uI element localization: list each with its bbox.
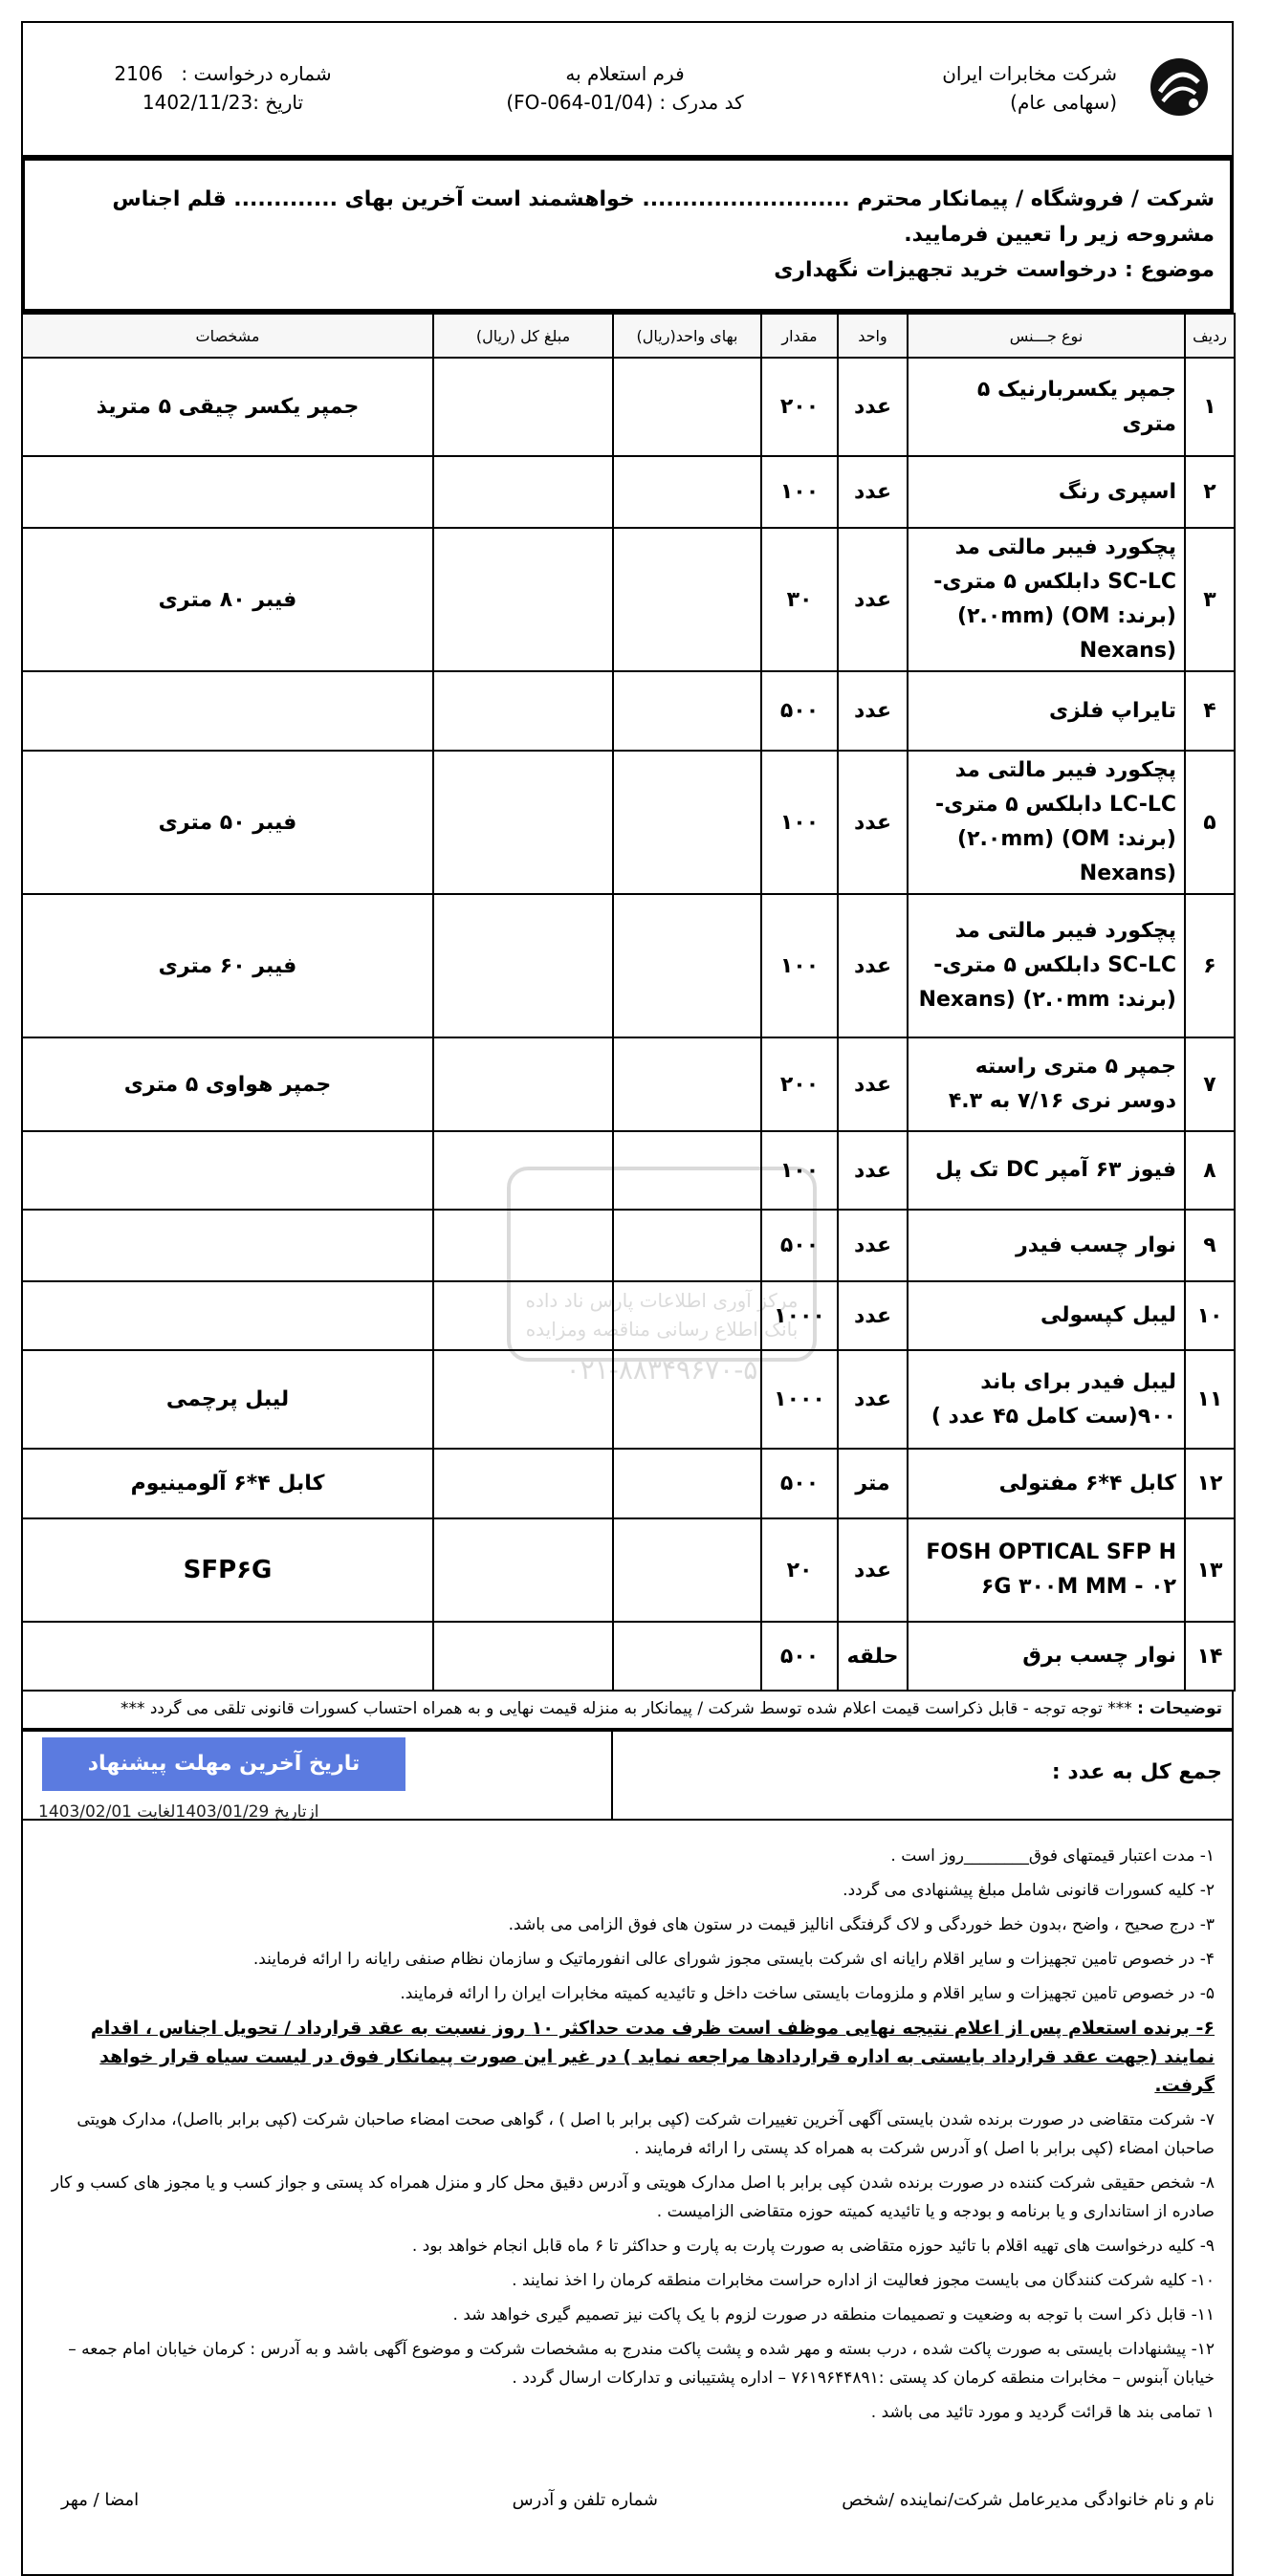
unit-price-cell[interactable] (613, 1037, 761, 1131)
term-item: ۱۱- قابل ذکر است با توجه به وضعیت و تصمیمات منطقه در صورت لزوم با یک پاکت نیز تصمیم گیری خواهد شد . (452, 2305, 1215, 2325)
company-name: شرکت مخابرات ایران (942, 62, 1117, 85)
item-unit: عدد (838, 1350, 908, 1449)
form-title-block (423, 23, 827, 155)
item-name: فیوز ۶۳ آمپر DC تک پل (908, 1131, 1185, 1210)
item-spec: فیبر ۸۰ متری (22, 528, 433, 671)
total-divider (611, 1732, 613, 1819)
table-row (22, 1518, 1235, 1622)
row-number: ۱۳ (1185, 1518, 1235, 1622)
table-row (22, 1210, 1235, 1281)
header-row-number: ردیف (1185, 314, 1235, 358)
term-item: ۵- در خصوص تامین تجهیزات و سایر اقلام و ملزومات بایستی ساخت داخل و تائیدیه کمیته مخابرات ایران را ارائه فرمایند. (400, 1984, 1215, 2003)
table-row (22, 671, 1235, 751)
row-number: ۴ (1185, 671, 1235, 751)
signatory-name-label: نام و نام خانوادگی مدیرعامل شرکت/نماینده /شخص (842, 2490, 1215, 2510)
terms-section (21, 1821, 1234, 2576)
row-number: ۳ (1185, 528, 1235, 671)
item-name: تایراپ فلزی (908, 671, 1185, 751)
unit-price-cell[interactable] (613, 1449, 761, 1518)
term-item: ۲- کلیه کسورات قانونی شامل مبلغ پیشنهادی می گردد. (843, 1881, 1215, 1900)
item-quantity: ۲۰۰ (761, 1037, 838, 1131)
term-item: ۹- کلیه درخواست های تهیه اقلام با تائید حوزه متقاضی به صورت پارت به پارت و حداکثر تا ۶ ماه قابل انجام خواهد بود . (411, 2237, 1215, 2256)
notes-row (21, 1690, 1234, 1730)
unit-price-cell[interactable] (613, 1518, 761, 1622)
table-row (22, 1449, 1235, 1518)
item-unit: عدد (838, 358, 908, 456)
item-spec (22, 1210, 433, 1281)
unit-price-cell[interactable] (613, 1622, 761, 1691)
table-row (22, 1037, 1235, 1131)
term-item: ۷- شرکت متقاضی در صورت برنده شدن بایستی آگهی آخرین تغییرات شرکت (کپی برابر با اصل ) ، گواهی صحت امضاء صاحبان شرکت (کپی برابر بااصل)، مدارک هویتی صاحبان امضاء (کپی برابر با اصل )و آدرس شرکت به همراه کد پستی را ارائه فرمایند . (77, 2110, 1215, 2158)
item-unit: عدد (838, 894, 908, 1037)
watermark-line1: مرکز آوری اطلاعات پارس ناد داده (525, 1289, 799, 1312)
deadline-button[interactable]: تاریخ آخرین مهلت پیشنهاد (42, 1737, 405, 1791)
total-price-cell[interactable] (433, 1518, 613, 1622)
header-quantity: مقدار (761, 314, 838, 358)
unit-price-cell[interactable] (613, 456, 761, 528)
item-spec: کابل ۴*۶ آلومینیوم (22, 1449, 433, 1518)
item-quantity: ۱۰۰ (761, 751, 838, 894)
item-quantity: ۲۰۰ (761, 358, 838, 456)
table-row (22, 1350, 1235, 1449)
subject-text: موضوع : درخواست خرید تجهیزات نگهداری (774, 258, 1215, 282)
total-price-cell[interactable] (433, 358, 613, 456)
total-price-cell[interactable] (433, 1210, 613, 1281)
table-row (22, 1281, 1235, 1350)
term-item: ۴- در خصوص تامین تجهیزات و سایر اقلام رایانه ای شرکت بایستی مجوز شورای عالی انفورماتیک و سازمان نظام صنفی رایانه را ارائه فرمایند. (252, 1950, 1215, 1969)
item-name: جمپر یکسربارنیک ۵ متری (908, 358, 1185, 456)
table-row (22, 528, 1235, 671)
item-unit: عدد (838, 1518, 908, 1622)
item-quantity: ۲۰ (761, 1518, 838, 1622)
item-name: پچکورد فیبر مالتی مد SC-LC دابلکس ۵ متری-(برند: ۲.۰mm) (Nexans (908, 894, 1185, 1037)
term-item: ۱ تمامی بند ها قرائت گردید و مورد تائید می باشد . (870, 2403, 1215, 2422)
item-spec: فیبر ۶۰ متری (22, 894, 433, 1037)
row-number: ۵ (1185, 751, 1235, 894)
form-header (21, 21, 1234, 157)
item-unit: متر (838, 1449, 908, 1518)
item-quantity: ۱۰۰ (761, 456, 838, 528)
table-header-row (22, 314, 1235, 358)
intro-text: شرکت / فروشگاه / پیمانکار محترم .......................... خواهشمند است آخرین بهای ............. قلم اجناس مشروحه زیر را تعیین فرمایید. (112, 187, 1215, 247)
item-spec: جمپر یکسر چیقی ۵ متریذ (22, 358, 433, 456)
table-row (22, 358, 1235, 456)
item-quantity: ۵۰۰ (761, 671, 838, 751)
total-price-cell[interactable] (433, 1131, 613, 1210)
request-date: تاریخ :1402/11/23 (142, 91, 304, 114)
item-spec (22, 456, 433, 528)
item-name: لیبل کپسولی (908, 1281, 1185, 1350)
term-item: ۱- مدت اعتبار قیمتهای فوق________روز است . (890, 1846, 1215, 1866)
item-spec (22, 1281, 433, 1350)
item-spec: SFP۶G (22, 1518, 433, 1622)
row-number: ۱۰ (1185, 1281, 1235, 1350)
item-spec (22, 1622, 433, 1691)
header-unit: واحد (838, 314, 908, 358)
item-quantity: ۱۰۰۰ (761, 1350, 838, 1449)
item-unit: عدد (838, 751, 908, 894)
unit-price-cell[interactable] (613, 1350, 761, 1449)
item-unit: عدد (838, 1210, 908, 1281)
unit-price-cell[interactable] (613, 894, 761, 1037)
item-unit: عدد (838, 456, 908, 528)
item-name: جمپر ۵ متری راسته دوسر نری ۷/۱۶ به ۴.۳ (908, 1037, 1185, 1131)
item-unit: حلقه (838, 1622, 908, 1691)
row-number: ۶ (1185, 894, 1235, 1037)
item-unit: عدد (838, 1037, 908, 1131)
row-number: ۱۲ (1185, 1449, 1235, 1518)
item-spec: لیبل پرچمی (22, 1350, 433, 1449)
term-item-highlight: ۶- برنده استعلام پس از اعلام نتیجه نهایی موظف است ظرف مدت حداکثر ۱۰ روز نسبت به عقد قرارداد / تحویل اجناس ، اقدام نمایند (جهت عقد قرارداد بایستی به اداره قراردادها مراجعه نماید ) در غیر این صورت پیمانکار فوق در لیست سیاه قرار خواهد گرفت. (90, 2018, 1215, 2096)
header-item-name: نوع جـــنس (908, 314, 1185, 358)
item-name: FOSH OPTICAL SFP H ۶G ۳۰۰M MM - ۰۲ (908, 1518, 1185, 1622)
total-price-cell[interactable] (433, 528, 613, 671)
total-price-cell[interactable] (433, 894, 613, 1037)
item-quantity: ۱۰۰۰ (761, 1281, 838, 1350)
table-row (22, 1131, 1235, 1210)
item-unit: عدد (838, 1281, 908, 1350)
item-spec: جمپر هواوی ۵ متری (22, 1037, 433, 1131)
item-spec: فیبر ۵۰ متری (22, 751, 433, 894)
total-price-cell[interactable] (433, 1449, 613, 1518)
company-block (827, 23, 1232, 155)
item-unit: عدد (838, 528, 908, 671)
company-logo-icon (1146, 54, 1213, 120)
intro-box (21, 157, 1234, 313)
notes-label: توضیحات : (1137, 1699, 1222, 1718)
term-item: ۱۰- کلیه شرکت کنندگان می بایست مجوز فعالیت از اداره حراست مخابرات منطقه کرمان را اخذ نمایند . (512, 2271, 1215, 2290)
item-name: کابل ۴*۶ مفتولی (908, 1449, 1185, 1518)
total-price-cell[interactable] (433, 671, 613, 751)
table-row (22, 1622, 1235, 1691)
row-number: ۱۴ (1185, 1622, 1235, 1691)
deadline-dates: ازتاریخ 1403/01/29لغایت 1403/02/01 (38, 1802, 319, 1822)
item-name: اسپری رنگ (908, 456, 1185, 528)
item-quantity: ۵۰۰ (761, 1622, 838, 1691)
row-number: ۲ (1185, 456, 1235, 528)
notes-text: *** توجه توجه - قابل ذکراست قیمت اعلام شده توسط شرکت / پیمانکار به منزله قیمت نهایی و به همراه احتساب کسورات قانونی تلقی می گردد *** (120, 1699, 1132, 1718)
total-price-cell[interactable] (433, 1281, 613, 1350)
table-row (22, 456, 1235, 528)
total-label: جمع کل به عدد : (1051, 1760, 1222, 1784)
item-name: لیبل فیدر برای باند ۹۰۰(ست کامل ۴۵ عدد ) (908, 1350, 1185, 1449)
item-quantity: ۵۰۰ (761, 1449, 838, 1518)
watermark-line2: بانک اطلاع رسانی مناقصه ومزایده (525, 1318, 799, 1341)
row-number: ۸ (1185, 1131, 1235, 1210)
watermark-line3: ۰۲۱-۸۸۳۴۹۶۷۰-۵ (565, 1354, 758, 1386)
total-price-cell[interactable] (433, 456, 613, 528)
header-unit-price: بهای واحد(ریال) (613, 314, 761, 358)
total-price-cell[interactable] (433, 1622, 613, 1691)
item-quantity: ۳۰ (761, 528, 838, 671)
row-number: ۱۱ (1185, 1350, 1235, 1449)
row-number: ۹ (1185, 1210, 1235, 1281)
header-total-price: مبلغ کل (ریال) (433, 314, 613, 358)
unit-price-cell[interactable] (613, 1281, 761, 1350)
total-price-cell[interactable] (433, 1037, 613, 1131)
header-specs: مشخصات (22, 314, 433, 358)
term-item: ۱۲- پیشنهادات بایستی به صورت پاکت شده ، درب بسته و مهر شده و پشت پاکت مندرج به مشخصات شرکت و موضوع آگهی باشد و به آدرس : کرمان خیابان امام جمعه – خیابان آبنوس – مخابرات منطقه کرمان کد پستی :۷۶۱۹۶۴۴۸۹۱ – اداره پشتیبانی و تدارکات ارسال گردد . (68, 2340, 1215, 2388)
unit-price-cell[interactable] (613, 528, 761, 671)
term-item: ۳- درج صحیح ، واضح ،بدون خط خوردگی و لاک گرفتگی انالیز قیمت در ستون های فوق الزامی می باشد. (508, 1915, 1215, 1934)
unit-price-cell[interactable] (613, 358, 761, 456)
total-price-cell[interactable] (433, 1350, 613, 1449)
item-name: پچکورد فیبر مالتی مد LC-LC دابلکس ۵ متری-(برند: OM) (۲.۰mm) (Nexans (908, 751, 1185, 894)
item-quantity: ۱۰۰ (761, 1131, 838, 1210)
item-name: نوار چسب فیدر (908, 1210, 1185, 1281)
item-quantity: ۵۰۰ (761, 1210, 838, 1281)
form-code: کد مدرک : (FO-064-01/04) (506, 91, 744, 114)
request-number: شماره درخواست : 2106 (114, 62, 332, 85)
item-spec (22, 671, 433, 751)
total-price-cell[interactable] (433, 751, 613, 894)
item-spec (22, 1131, 433, 1210)
term-item: ۸- شخص حقیقی شرکت کننده در صورت برنده شدن کپی برابر با اصل مدارک هویتی و آدرس دقیق محل کار و منزل همراه کد پستی و جواز کسب و یا مجوز های کسب و کار صادره از استانداری و یا برنامه و بودجه و یا تائیدیه کمیته حوزه متقاضی الزامیست . (51, 2173, 1215, 2221)
total-row (21, 1730, 1234, 1821)
items-table (21, 313, 1236, 1692)
item-quantity: ۱۰۰ (761, 894, 838, 1037)
unit-price-cell[interactable] (613, 1210, 761, 1281)
unit-price-cell[interactable] (613, 751, 761, 894)
phone-address-label: شماره تلفن و آدرس (512, 2490, 658, 2510)
row-number: ۷ (1185, 1037, 1235, 1131)
sign-stamp-label: امضا / مهر (61, 2490, 140, 2510)
unit-price-cell[interactable] (613, 1131, 761, 1210)
form-title: فرم استعلام به (565, 62, 685, 85)
table-row (22, 751, 1235, 894)
table-row (22, 894, 1235, 1037)
company-type: (سهامی عام) (1010, 91, 1117, 114)
item-name: نوار چسب برق (908, 1622, 1185, 1691)
unit-price-cell[interactable] (613, 671, 761, 751)
item-unit: عدد (838, 671, 908, 751)
request-block (23, 23, 423, 155)
row-number: ۱ (1185, 358, 1235, 456)
item-unit: عدد (838, 1131, 908, 1210)
item-name: پچکورد فیبر مالتی مد SC-LC دابلکس ۵ متری-(برند: OM) (۲.۰mm) (Nexans (908, 528, 1185, 671)
